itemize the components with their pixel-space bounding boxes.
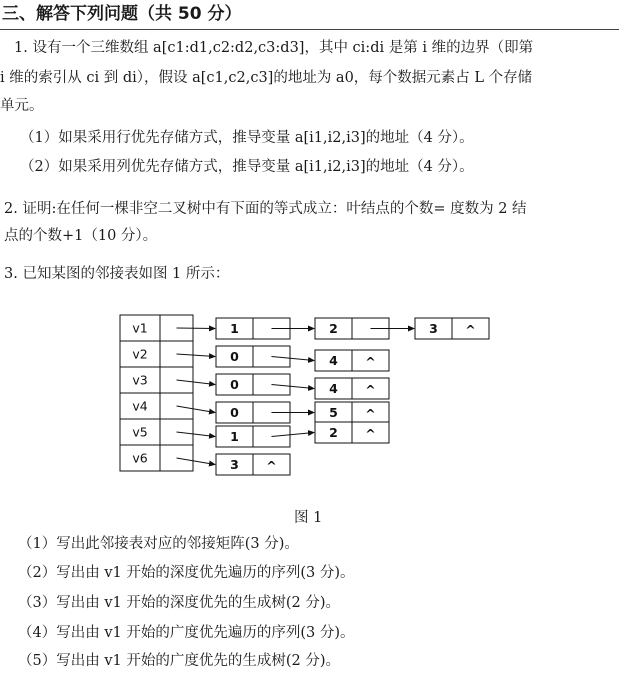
q1-line-3: 单元。 xyxy=(0,98,44,114)
null-pointer-symbol: ^ xyxy=(365,406,376,421)
list-node-value: 3 xyxy=(429,321,438,336)
q1-line-2: i 维的索引从 ci 到 di），假设 a[c1,c2,c3]的地址为 a0，每个数据元素占 L 个存储 xyxy=(0,70,533,86)
figure-caption: 图 1 xyxy=(294,510,323,526)
null-pointer-symbol: ^ xyxy=(365,354,376,369)
q3-intro: 3. 已知某图的邻接表如图 1 所示： xyxy=(4,266,230,282)
list-arrow xyxy=(177,432,216,437)
list-node-value: 1 xyxy=(230,321,239,336)
list-node-value: 5 xyxy=(329,405,338,420)
list-node-value: 0 xyxy=(230,349,239,364)
null-pointer-symbol: ^ xyxy=(365,382,376,397)
null-pointer-symbol: ^ xyxy=(266,458,277,473)
list-node-value: 1 xyxy=(230,429,239,444)
section-divider xyxy=(0,29,619,30)
q1-sub-1: （1）如果采用行优先存储方式，推导变量 a[i1,i2,i3]的地址（4 分）。 xyxy=(20,130,474,146)
list-node-value: 3 xyxy=(230,457,239,472)
list-node-value: 0 xyxy=(230,405,239,420)
vertex-label: v6 xyxy=(132,450,148,466)
list-arrow xyxy=(177,406,216,413)
q3-sub-5: （5）写出由 v1 开始的广度优先的生成树(2 分)。 xyxy=(18,653,341,669)
q1-sub-2: （2）如果采用列优先存储方式，推导变量 a[i1,i2,i3]的地址（4 分）。 xyxy=(20,159,474,175)
null-pointer-symbol: ^ xyxy=(465,322,476,337)
vertex-label: v5 xyxy=(132,424,148,440)
adjacency-list-figure xyxy=(0,300,619,480)
vertex-label: v1 xyxy=(132,320,148,336)
list-arrow xyxy=(177,458,216,465)
list-arrow xyxy=(177,354,216,357)
list-node-value: 4 xyxy=(329,381,338,396)
null-pointer-symbol: ^ xyxy=(365,426,376,441)
list-node-value: 0 xyxy=(230,377,239,392)
list-arrow xyxy=(177,328,216,329)
q1-line-1: 1. 设有一个三维数组 a[c1:d1,c2:d2,c3:d3]，其中 ci:di 是第 i 维的边界（即第 xyxy=(14,40,534,56)
list-node-value: 2 xyxy=(329,321,338,336)
vertex-label: v3 xyxy=(132,372,148,388)
list-node-value: 2 xyxy=(329,425,338,440)
section-title: 三、解答下列问题（共 50 分） xyxy=(2,4,242,24)
list-node-value: 4 xyxy=(329,353,338,368)
q3-sub-2: （2）写出由 v1 开始的深度优先遍历的序列(3 分)。 xyxy=(18,565,355,581)
q3-sub-3: （3）写出由 v1 开始的深度优先的生成树(2 分)。 xyxy=(18,595,341,611)
vertex-label: v2 xyxy=(132,346,148,362)
vertex-label: v4 xyxy=(132,398,148,414)
q3-sub-1: （1）写出此邻接表对应的邻接矩阵(3 分)。 xyxy=(18,536,299,552)
q3-sub-4: （4）写出由 v1 开始的广度优先遍历的序列(3 分)。 xyxy=(18,625,355,641)
q2-line-2: 点的个数+1（10 分）。 xyxy=(4,228,158,244)
q2-line-1: 2. 证明:在任何一棵非空二叉树中有下面的等式成立：叶结点的个数= 度数为 2 结 xyxy=(4,201,527,217)
list-arrow xyxy=(177,380,216,385)
